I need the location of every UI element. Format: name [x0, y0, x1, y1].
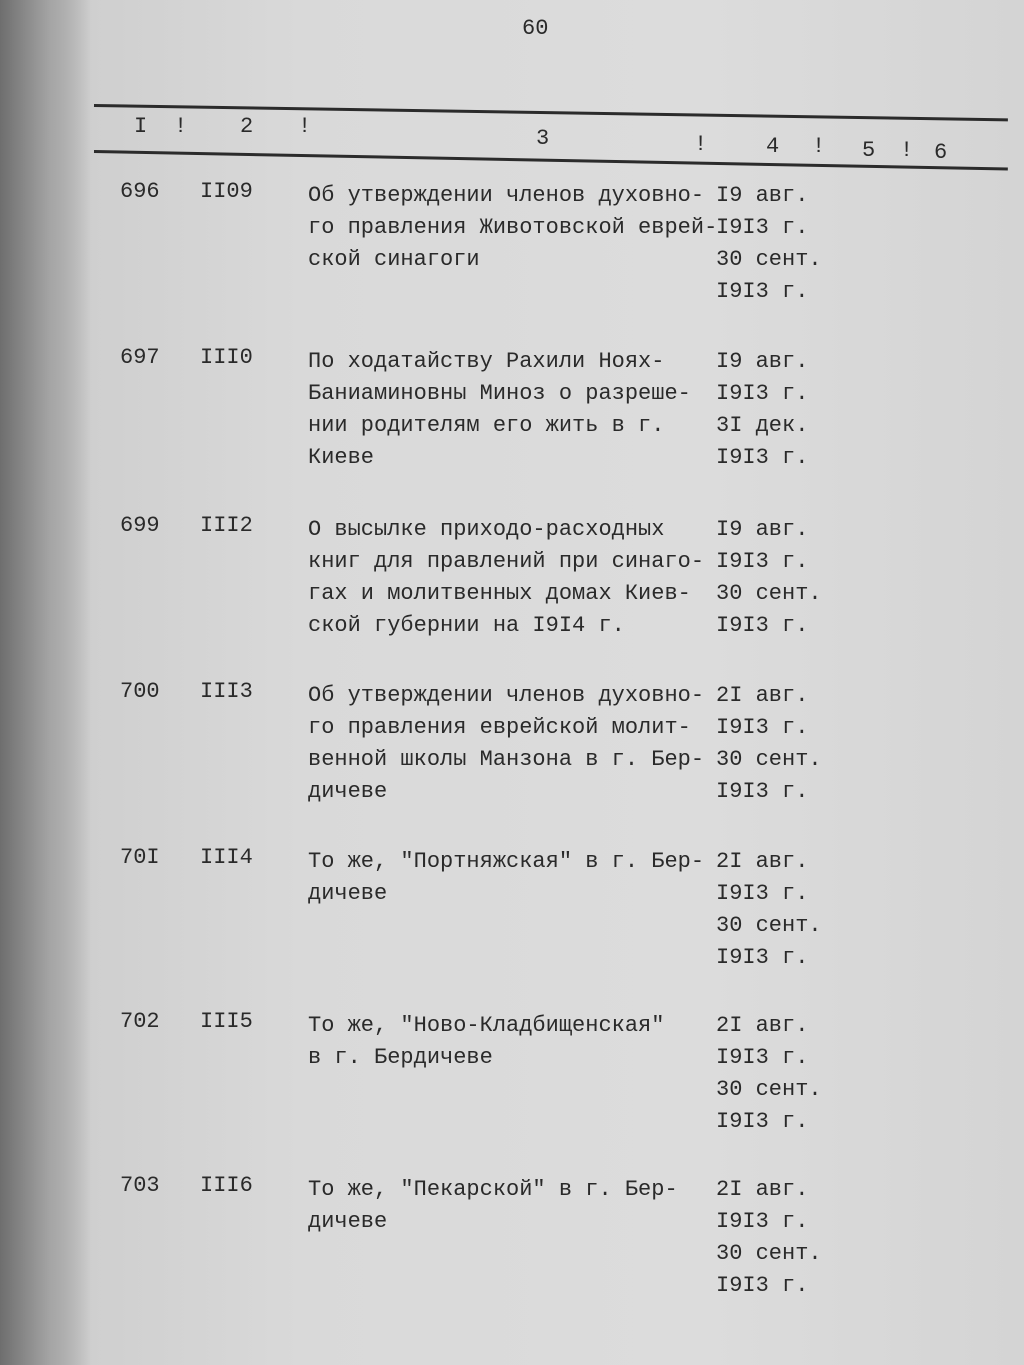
row-dates [716, 514, 822, 642]
description-line: книг для правлений при синаго- [308, 549, 705, 574]
description-line: ской синагоги [308, 247, 480, 272]
date-line: 2I авг. [716, 1013, 809, 1038]
row-dates [716, 1174, 822, 1302]
col-separator: ! [694, 132, 708, 157]
col-3-header: 3 [536, 126, 550, 151]
archive-number: III0 [200, 345, 253, 370]
description-line: Об утверждении членов духовно- [308, 683, 705, 708]
row-number: 696 [120, 179, 160, 204]
col-separator: ! [900, 138, 914, 163]
row-dates [716, 346, 808, 474]
date-line: I9I3 г. [716, 1045, 809, 1070]
date-line: 2I авг. [716, 849, 809, 874]
archive-number: II09 [200, 179, 253, 204]
description-line: дичеве [308, 779, 388, 804]
row-description [308, 1174, 678, 1238]
date-line: I9I3 г. [716, 549, 809, 574]
row-number: 697 [120, 345, 160, 370]
date-line: I9I3 г. [716, 381, 809, 406]
archive-number: III4 [200, 845, 253, 870]
col-1-header: I [134, 114, 148, 139]
row-description [308, 1010, 664, 1074]
date-line: 3I дек. [716, 413, 809, 438]
date-line: 30 сент. [716, 1077, 822, 1102]
description-line: То же, "Портняжская" в г. Бер- [308, 849, 705, 874]
row-description [308, 680, 704, 808]
archive-number: III2 [200, 513, 253, 538]
date-line: I9I3 г. [716, 215, 809, 240]
description-line: ской губернии на I9I4 г. [308, 613, 625, 638]
date-line: I9I3 г. [716, 1109, 809, 1134]
date-line: 30 сент. [716, 1241, 822, 1266]
description-line: го правления еврейской молит- [308, 715, 691, 740]
row-number: 700 [120, 679, 160, 704]
archive-number: III3 [200, 679, 253, 704]
row-dates [716, 1010, 822, 1138]
row-number: 70I [120, 845, 160, 870]
row-dates [716, 846, 822, 974]
date-line: 30 сент. [716, 581, 822, 606]
archive-number: III6 [200, 1173, 253, 1198]
date-line: I9I3 г. [716, 1209, 809, 1234]
description-line: дичеве [308, 881, 388, 906]
archive-number: III5 [200, 1009, 253, 1034]
col-6-header: 6 [934, 140, 948, 165]
date-line: I9I3 г. [716, 445, 809, 470]
description-line: го правления Животовской еврей- [308, 215, 718, 240]
row-dates [716, 680, 822, 808]
description-line: гах и молитвенных домах Киев- [308, 581, 691, 606]
header-top-rule [94, 104, 1008, 121]
description-line: То же, "Пекарской" в г. Бер- [308, 1177, 678, 1202]
date-line: 2I авг. [716, 683, 809, 708]
description-line: Баниаминовны Миноз о разреше- [308, 381, 691, 406]
date-line: 30 сент. [716, 747, 822, 772]
description-line: нии родителям его жить в г. [308, 413, 665, 438]
date-line: 30 сент. [716, 247, 822, 272]
description-line: По ходатайству Рахили Ноях- [308, 349, 665, 374]
date-line: I9I3 г. [716, 613, 809, 638]
row-number: 703 [120, 1173, 160, 1198]
row-description [308, 180, 717, 276]
date-line: I9I3 г. [716, 779, 809, 804]
row-description [308, 514, 704, 642]
date-line: I9 авг. [716, 517, 809, 542]
date-line: 2I авг. [716, 1177, 809, 1202]
date-line: I9I3 г. [716, 1273, 809, 1298]
date-line: I9I3 г. [716, 881, 809, 906]
description-line: дичеве [308, 1209, 388, 1234]
description-line: О высылке приходо-расходных [308, 517, 665, 542]
date-line: I9I3 г. [716, 279, 809, 304]
date-line: I9I3 г. [716, 945, 809, 970]
date-line: I9I3 г. [716, 715, 809, 740]
description-line: венной школы Манзона в г. Бер- [308, 747, 705, 772]
row-number: 702 [120, 1009, 160, 1034]
col-separator: ! [812, 134, 826, 159]
col-5-header: 5 [862, 138, 876, 163]
date-line: I9 авг. [716, 349, 809, 374]
description-line: в г. Бердичеве [308, 1045, 493, 1070]
date-line: 30 сент. [716, 913, 822, 938]
description-line: То же, "Ново-Кладбищенская" [308, 1013, 665, 1038]
col-4-header: 4 [766, 134, 780, 159]
col-separator: ! [174, 114, 188, 139]
row-number: 699 [120, 513, 160, 538]
row-dates [716, 180, 822, 308]
col-2-header: 2 [240, 114, 254, 139]
row-description [308, 846, 704, 910]
description-line: Киеве [308, 445, 375, 470]
page-edge-shadow [0, 0, 92, 1365]
row-description [308, 346, 691, 474]
description-line: Об утверждении членов духовно- [308, 183, 705, 208]
page-number: 60 [522, 16, 549, 41]
date-line: I9 авг. [716, 183, 809, 208]
col-separator: ! [298, 114, 312, 139]
